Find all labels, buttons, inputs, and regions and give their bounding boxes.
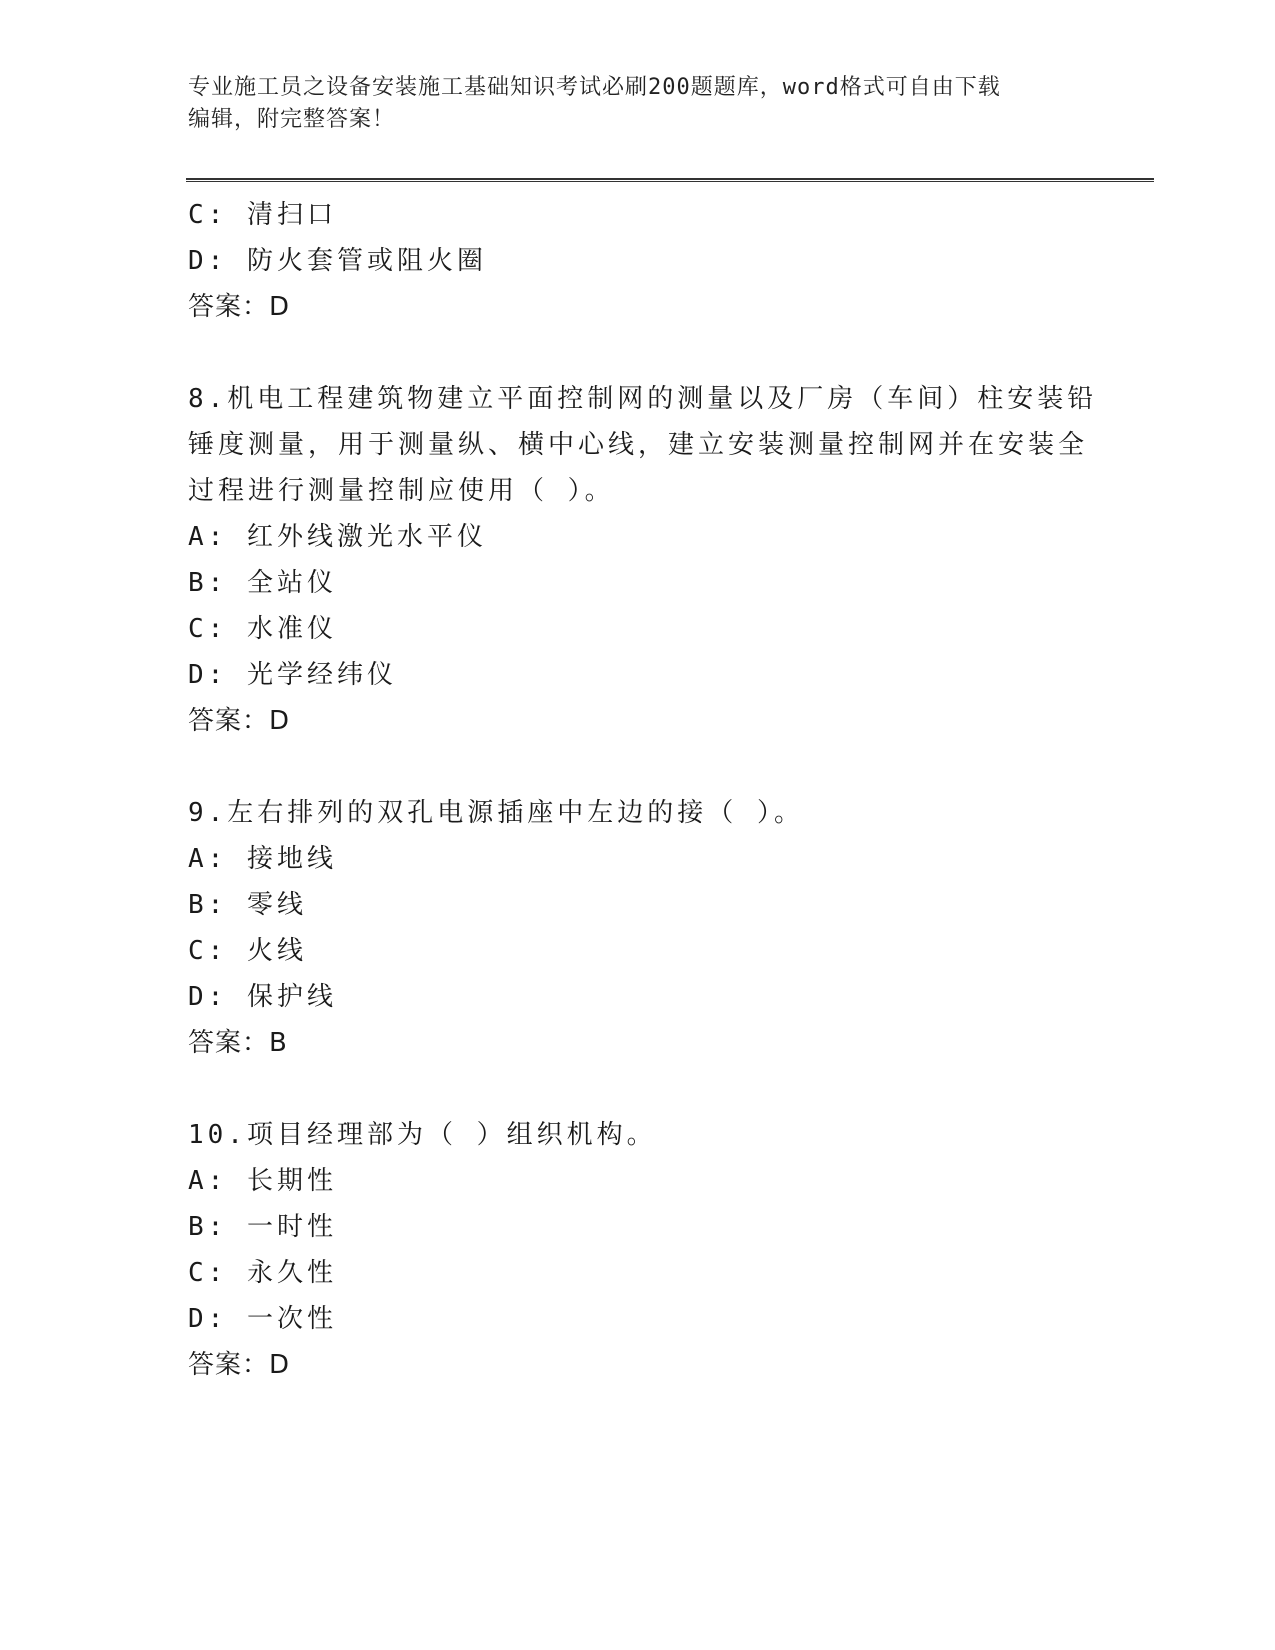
question-stem-line: 8.机电工程建筑物建立平面控制网的测量以及厂房（车间）柱安装铅 (188, 384, 1098, 414)
answer-line: 答案：D (188, 1350, 291, 1380)
question-8 (188, 376, 1098, 744)
page-header (188, 72, 1088, 136)
question-9 (188, 790, 1088, 1066)
option-d: D: 光学经纬仪 (188, 660, 397, 690)
question-fragment (188, 192, 1088, 330)
question-stem (188, 376, 1098, 514)
option-c: C: 清扫口 (188, 200, 337, 230)
question-stem-line: 过程进行测量控制应使用（ ）。 (188, 476, 615, 506)
option-d: D: 一次性 (188, 1304, 337, 1334)
header-title-line-2: 编辑，附完整答案！ (188, 107, 396, 132)
option-a: A: 接地线 (188, 844, 337, 874)
option-d: D: 保护线 (188, 982, 337, 1012)
answer-line: 答案：B (188, 1028, 288, 1058)
question-stem (188, 790, 1088, 836)
question-spacer (188, 1066, 1088, 1112)
question-stem-line: 锤度测量，用于测量纵、横中心线，建立安装测量控制网并在安装全 (188, 430, 1089, 460)
question-stem (188, 1112, 1088, 1158)
option-b: B: 全站仪 (188, 568, 337, 598)
question-list (188, 192, 1098, 1388)
answer-line: 答案：D (188, 292, 291, 322)
option-b: B: 一时性 (188, 1212, 337, 1242)
question-spacer (188, 744, 1088, 790)
option-a: A: 红外线激光水平仪 (188, 522, 487, 552)
question-stem-line: 9.左右排列的双孔电源插座中左边的接（ ）。 (188, 798, 804, 828)
question-stem-line: 10.项目经理部为（ ）组织机构。 (188, 1120, 657, 1150)
question-spacer (188, 330, 1088, 376)
header-divider (186, 178, 1154, 182)
header-title-line-1: 专业施工员之设备安装施工基础知识考试必刷200题题库，word格式可自由下载 (188, 75, 1001, 100)
option-c: C: 永久性 (188, 1258, 337, 1288)
option-b: B: 零线 (188, 890, 307, 920)
question-10 (188, 1112, 1088, 1388)
option-c: C: 火线 (188, 936, 307, 966)
option-a: A: 长期性 (188, 1166, 337, 1196)
option-d: D: 防火套管或阻火圈 (188, 246, 487, 276)
answer-line: 答案：D (188, 706, 291, 736)
option-c: C: 水准仪 (188, 614, 337, 644)
